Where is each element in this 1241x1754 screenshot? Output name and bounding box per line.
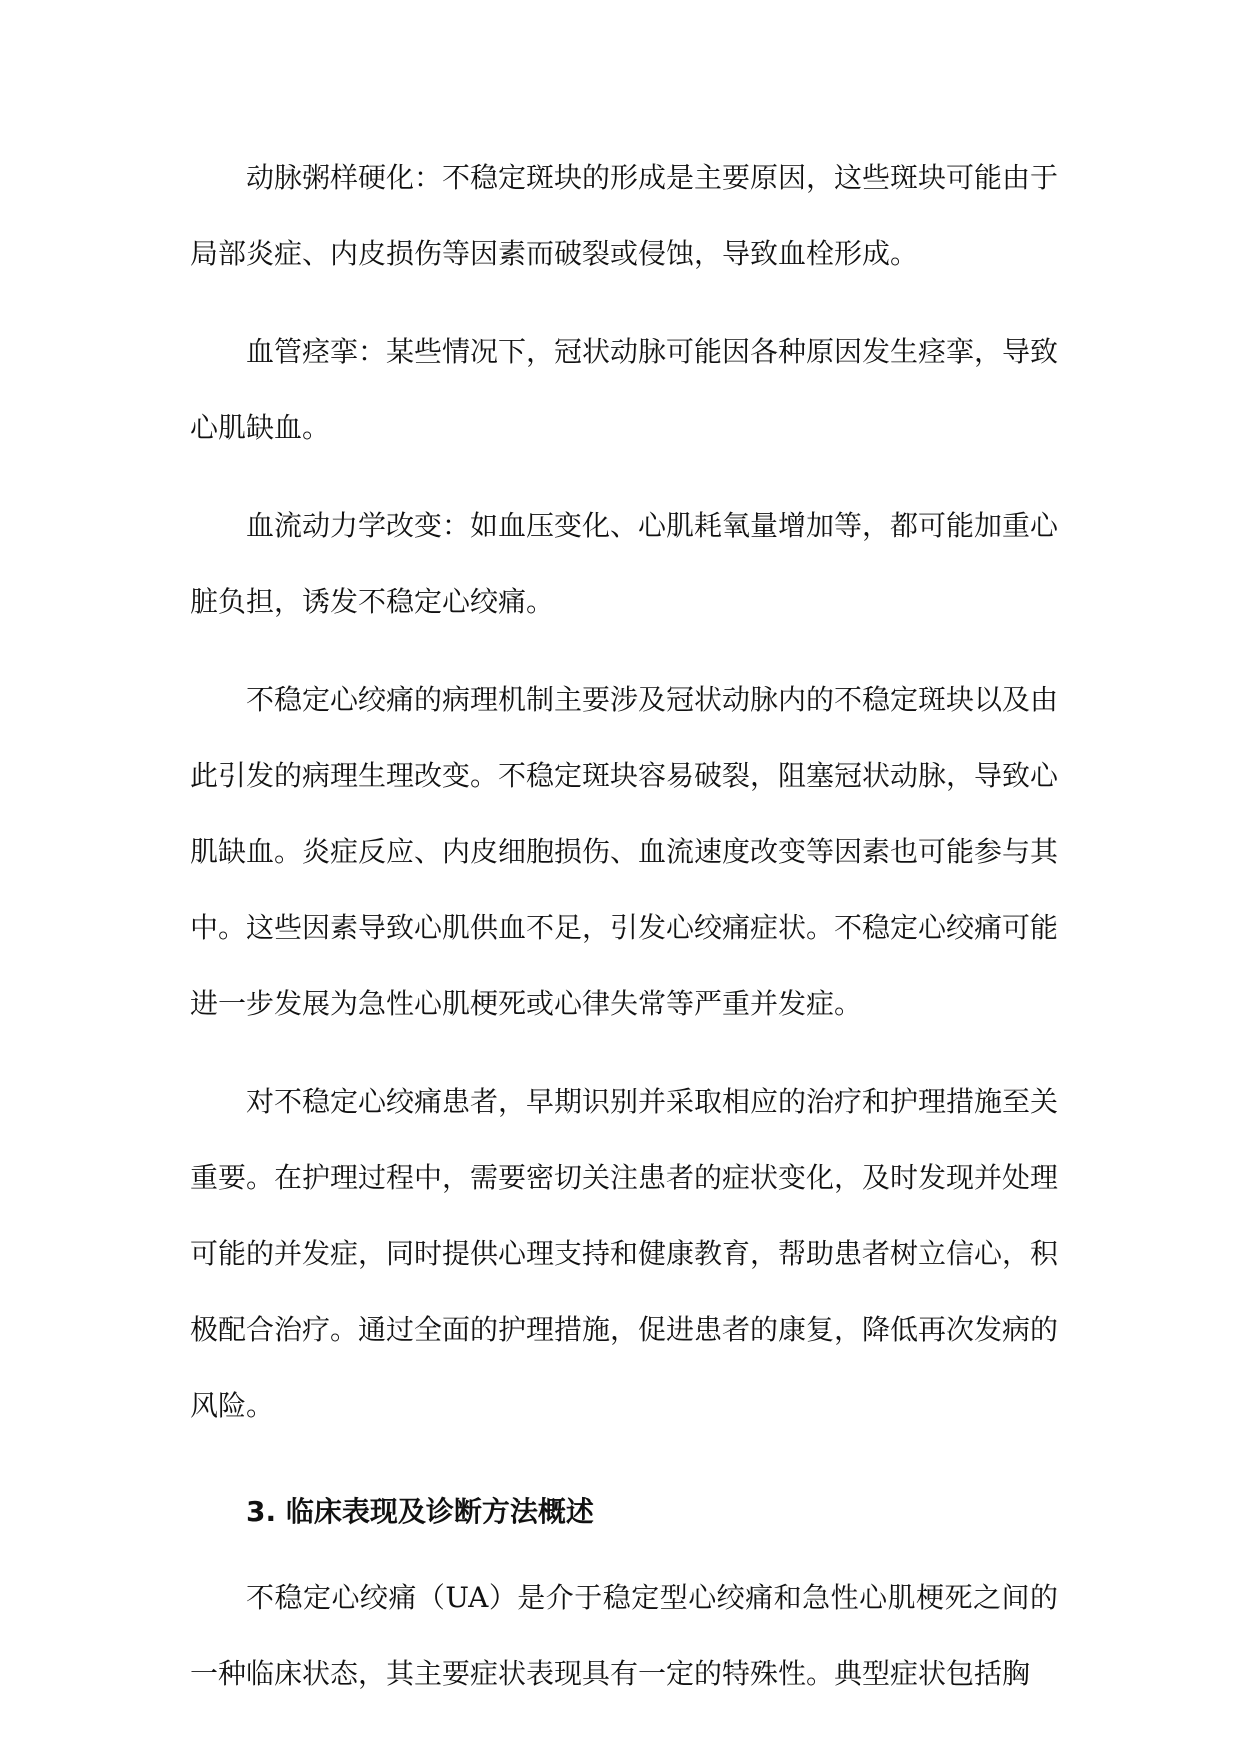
paragraph-vasospasm: 血管痉挛：某些情况下，冠状动脉可能因各种原因发生痉挛，导致心肌缺血。 <box>190 335 1059 444</box>
paragraph-pathology-mechanism: 不稳定心绞痛的病理机制主要涉及冠状动脉内的不稳定斑块以及由此引发的病理生理改变。不稳定斑块容易破裂，阻塞冠状动脉，导致心肌缺血。炎症反应、内皮细胞损伤、血流速度改变等因素也可能参与其中。这些因素导致心肌供血不足，引发心绞痛症状。不稳定心绞痛可能进一步发展为急性心肌梗死或心律失常等严重并发症。 <box>190 683 1059 1020</box>
paragraph-atherosclerosis: 动脉粥样硬化：不稳定斑块的形成是主要原因，这些斑块可能由于局部炎症、内皮损伤等因素而破裂或侵蚀，导致血栓形成。 <box>190 161 1059 270</box>
section-heading: 3. 临床表现及诊断方法概述 <box>246 1495 594 1528</box>
paragraph-clinical-overview: 不稳定心绞痛（UA）是介于稳定型心绞痛和急性心肌梗死之间的一种临床状态，其主要症状表现具有一定的特殊性。典型症状包括胸 <box>190 1581 1058 1690</box>
paragraph-nursing-importance: 对不稳定心绞痛患者，早期识别并采取相应的治疗和护理措施至关重要。在护理过程中，需要密切关注患者的症状变化，及时发现并处理可能的并发症，同时提供心理支持和健康教育，帮助患者树立信心，积极配合治疗。通过全面的护理措施，促进患者的康复，降低再次发病的风险。 <box>190 1085 1059 1422</box>
paragraph-hemodynamics: 血流动力学改变：如血压变化、心肌耗氧量增加等，都可能加重心脏负担，诱发不稳定心绞痛。 <box>190 509 1059 618</box>
document-body <box>190 140 1058 1734</box>
